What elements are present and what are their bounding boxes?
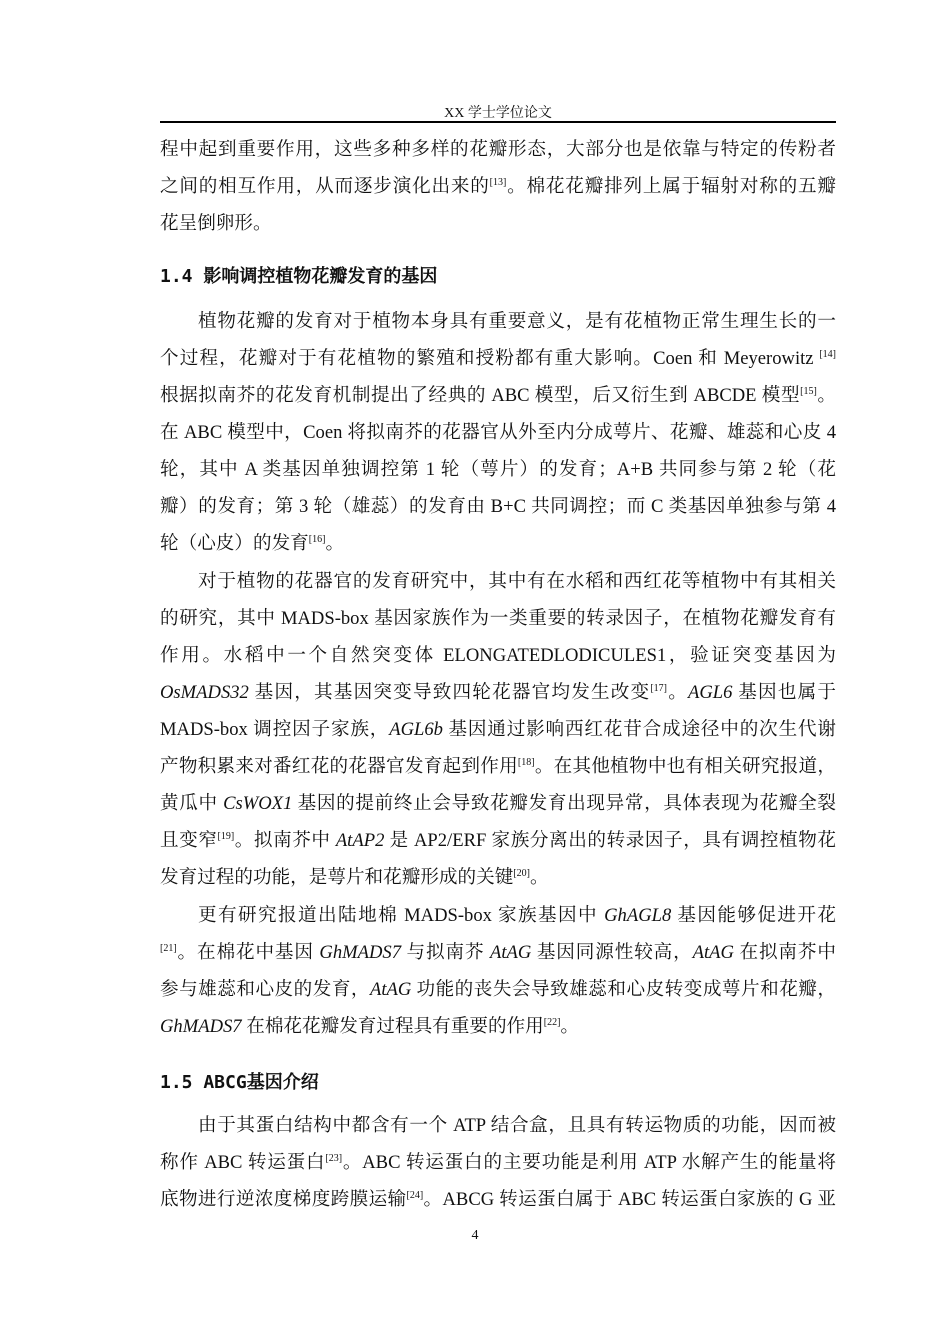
text-run: 植物花瓣的发育对于植物本身具有重要意义，是有花植物正常生理生长的一 [198,311,836,332]
text-run: 由于其蛋白结构中都含有一个 ATP 结合盒，且具有转运物质的功能，因而被 [198,1115,836,1136]
text-run: 发育过程的功能，是萼片和花瓣形成的关键 [160,867,514,888]
text-run: 称作 ABC 转运蛋白 [160,1152,326,1173]
text-run: 作用。水稻中一个自然突变体 ELONGATEDLODICULES1，验证突变基因为 [160,645,836,666]
text-run: 的研究，其中 MADS-box 基因家族作为一类重要的转录因子，在植物花瓣发育有 [160,608,836,629]
gene-name: AtAP2 [335,830,385,851]
text-run: 。 [816,385,836,406]
citation-ref: [20] [513,868,530,879]
gene-name: AtAG [692,942,734,963]
citation-ref: [23] [325,1153,343,1164]
text-line [160,347,836,371]
text-line [160,175,836,199]
text-run: 基因同源性较高， [531,942,693,963]
text-run: 个过程，花瓣对于有花植物的繁殖和授粉都有重大影响。Coen 和 Meyerowitz [160,348,820,369]
text-run: 。 [667,682,688,703]
text-run: 之间的相互作用，从而逐步演化出来的 [160,176,490,197]
heading-number: 1.4 [160,266,204,287]
gene-name: AGL6b [389,719,443,740]
text-line [160,1188,836,1212]
text-line [160,866,836,890]
text-line [160,421,836,445]
text-run: 花呈倒卵形。 [160,213,272,234]
text-run: 且变窄 [160,830,218,851]
text-line [160,755,836,779]
text-run: 是 AP2/ERF 家族分离出的转录因子，具有调控植物花 [384,830,836,851]
citation-ref: [16] [308,534,326,545]
text-run: 基因，其基因突变导致四轮花器官均发生改变 [248,682,651,703]
text-run: 。 [560,1016,580,1037]
text-run: 。ABC 转运蛋白的主要功能是利用 ATP 水解产生的能量将 [342,1152,837,1173]
gene-name: AGL6 [688,682,733,703]
heading-text: 影响调控植物花瓣发育的基因 [203,266,438,287]
text-line [160,570,836,594]
header-rule [160,121,836,123]
text-line [160,532,836,556]
text-run: 。 [325,533,345,554]
text-run: 在拟南芥中 [733,942,836,963]
text-run: 。 [529,867,549,888]
page-number: 4 [471,1228,479,1243]
text-run: 在 ABC 模型中，Coen 将拟南芥的花器官从外至内分成萼片、花瓣、雄蕊和心皮 4 [160,422,836,443]
text-line [160,384,836,408]
text-line [160,978,836,1002]
text-run: MADS-box 调控因子家族， [160,719,390,740]
text-run: 功能的丧失会导致雄蕊和心皮转变成萼片和花瓣， [411,979,836,1000]
text-run: 。拟南芥中 [234,830,336,851]
text-run: 。棉花花瓣排列上属于辐射对称的五瓣 [506,176,836,197]
text-run: 。在棉花中基因 [176,942,320,963]
text-line [160,495,836,519]
gene-name: GhMADS7 [319,942,402,963]
citation-ref: [14] [819,349,836,360]
heading-text: 基因介绍 [246,1072,319,1093]
text-run: 。ABCG 转运蛋白属于 ABC 转运蛋白家族的 G 亚 [423,1189,836,1210]
text-line [160,1114,836,1138]
citation-ref: [22] [543,1017,561,1028]
text-line [160,792,836,816]
section-heading-1-4 [160,262,437,288]
text-run: 轮（心皮）的发育 [160,533,309,554]
text-line [160,1151,836,1175]
heading-number: 1.5 ABCG [160,1072,247,1093]
text-line [160,829,836,853]
running-header: XX 学士学位论文 [444,106,552,121]
gene-name: AtAG [489,942,532,963]
gene-name: GhAGL8 [604,905,672,926]
gene-name: GhMADS7 [160,1016,242,1037]
text-run: 。在其他植物中也有相关研究报道， [534,756,836,777]
citation-ref: [13] [489,177,507,188]
text-line [160,212,836,236]
text-run: 黄瓜中 [160,793,224,814]
text-run: 参与雄蕊和心皮的发育， [160,979,371,1000]
text-run: 轮，其中 A 类基因单独调控第 1 轮（萼片）的发育；A+B 共同参与第 2 轮（花 [160,459,836,480]
citation-ref: [24] [406,1190,424,1201]
text-run: 根据拟南芥的花发育机制提出了经典的 ABC 模型，后又衍生到 ABCDE 模型 [160,385,801,406]
text-line [160,607,836,631]
text-line [160,681,836,705]
section-heading-1-5 [160,1068,319,1094]
text-line [160,904,836,928]
text-run: 基因能够促进开花 [671,905,836,926]
text-line [160,138,836,162]
citation-ref: [21] [160,943,177,954]
text-run: 更有研究报道出陆地棉 MADS-box 家族基因中 [198,905,605,926]
text-run: 底物进行逆浓度梯度跨膜运输 [160,1189,407,1210]
text-run: 程中起到重要作用，这些多种多样的花瓣形态，大部分也是依靠与特定的传粉者 [160,139,836,160]
text-run: 产物积累来对番红花的花器官发育起到作用 [160,756,518,777]
gene-name: OsMADS32 [160,682,249,703]
text-run: 瓣）的发育；第 3 轮（雄蕊）的发育由 B+C 共同调控；而 C 类基因单独参与第 4 [160,496,836,517]
text-line [160,310,836,334]
text-line [160,458,836,482]
gene-name: CsWOX1 [223,793,293,814]
text-run: 对于植物的花器官的发育研究中，其中有在水稻和西红花等植物中有其相关 [198,571,836,592]
text-line [160,1015,836,1039]
text-run: 基因也属于 [732,682,836,703]
citation-ref: [17] [650,683,668,694]
text-line [160,718,836,742]
text-run: 在棉花花瓣发育过程具有重要的作用 [241,1016,544,1037]
text-line [160,941,836,965]
citation-ref: [19] [217,831,235,842]
text-run: 基因通过影响西红花苷合成途径中的次生代谢 [442,719,836,740]
text-run: 与拟南芥 [401,942,490,963]
text-line [160,644,836,668]
citation-ref: [18] [517,757,535,768]
citation-ref: [15] [800,386,817,397]
text-run: 基因的提前终止会导致花瓣发育出现异常，具体表现为花瓣全裂 [292,793,837,814]
gene-name: AtAG [370,979,412,1000]
